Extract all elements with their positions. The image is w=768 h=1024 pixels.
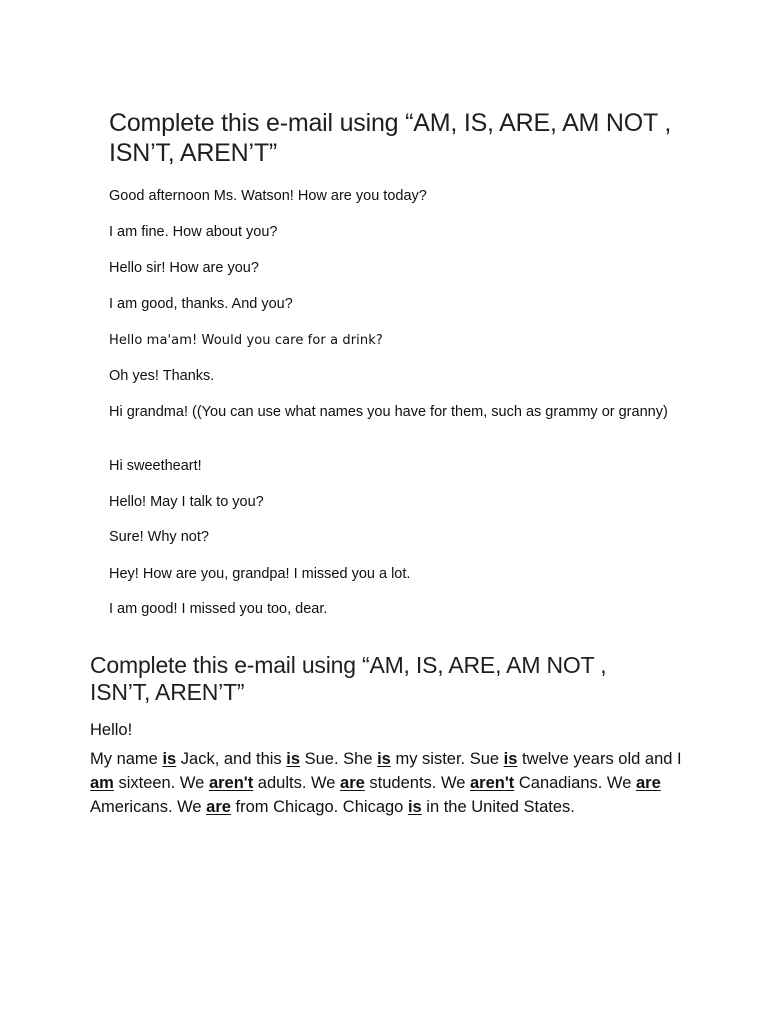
email-text: my sister. Sue bbox=[390, 750, 504, 768]
email-text: Americans. We bbox=[90, 798, 207, 816]
answer-word: is bbox=[286, 750, 301, 768]
email-text: in the United States. bbox=[421, 798, 575, 816]
exercise-title: Complete this e-mail using “AM, IS, ARE, AM NOT , ISN’T, AREN’T” bbox=[109, 109, 672, 167]
answer-word: is bbox=[407, 798, 422, 816]
answer-word: is bbox=[503, 750, 518, 768]
answer-word: are bbox=[206, 798, 231, 816]
email-body bbox=[90, 747, 690, 819]
dialogue-line: Hello sir! How are you? bbox=[109, 260, 259, 276]
dialogue-line: I am good! I missed you too, dear. bbox=[109, 601, 328, 617]
email-text: sixteen. We bbox=[113, 774, 209, 792]
answer-word: aren't bbox=[470, 774, 515, 792]
dialogue-line: I am good, thanks. And you? bbox=[109, 296, 293, 312]
answer-word: are bbox=[635, 774, 661, 792]
email-text: Canadians. We bbox=[514, 774, 636, 792]
email-text: from Chicago. Chicago bbox=[230, 798, 408, 816]
dialogue-line: Sure! Why not? bbox=[109, 529, 209, 545]
email-text: My name bbox=[90, 750, 163, 768]
answer-word: is bbox=[162, 750, 177, 768]
email-text: Sue. She bbox=[300, 750, 378, 768]
email-text: students. We bbox=[364, 774, 470, 792]
dialogue-line: Oh yes! Thanks. bbox=[109, 368, 215, 384]
email-exercise-title: Complete this e-mail using “AM, IS, ARE, AM NOT , ISN’T, AREN’T” bbox=[90, 652, 607, 705]
dialogue-line: Hi sweetheart! bbox=[109, 458, 202, 474]
email-text: adults. We bbox=[253, 774, 341, 792]
dialogue-line: I am fine. How about you? bbox=[109, 224, 278, 240]
answer-word: am bbox=[90, 774, 114, 792]
dialogue-line: Hello! May I talk to you? bbox=[109, 494, 264, 510]
answer-word: aren't bbox=[208, 774, 254, 792]
email-greeting: Hello! bbox=[90, 721, 133, 739]
dialogue-line: Hello ma'am! Would you care for a drink? bbox=[109, 333, 383, 348]
answer-word: are bbox=[340, 774, 365, 792]
email-text: Jack, and this bbox=[176, 750, 287, 768]
dialogue-line: Good afternoon Ms. Watson! How are you today? bbox=[109, 188, 427, 204]
dialogue-line: Hey! How are you, grandpa! I missed you a lot. bbox=[109, 566, 411, 582]
answer-word: is bbox=[377, 750, 391, 768]
dialogue-line: Hi grandma! ((You can use what names you have for them, such as grammy or granny) bbox=[109, 404, 668, 420]
email-text: twelve years old and I bbox=[517, 750, 682, 768]
